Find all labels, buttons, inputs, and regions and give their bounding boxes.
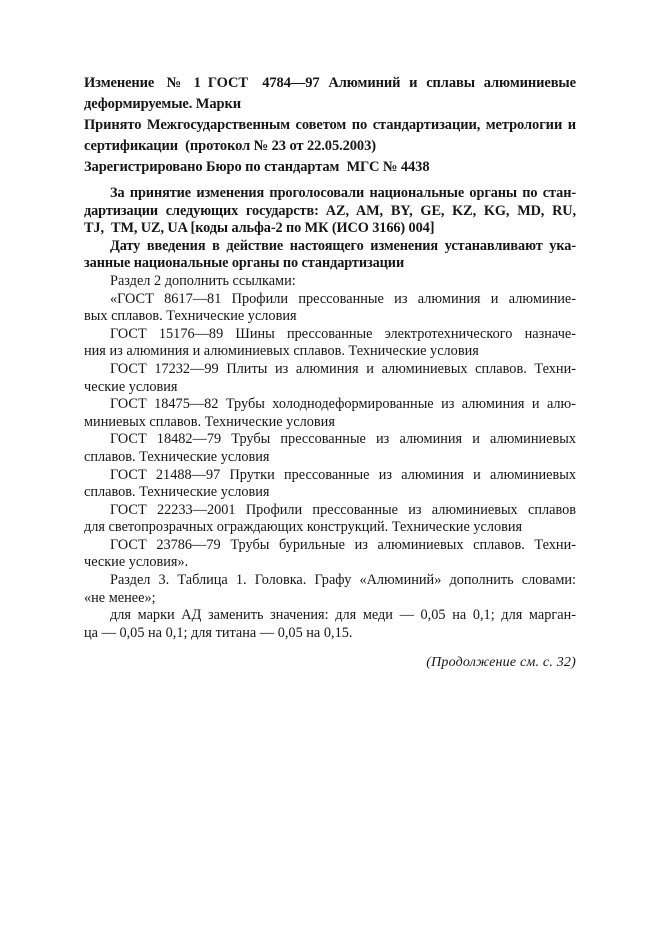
- paragraph: [84, 572, 576, 607]
- text-line: ГОСТ 22233—2001 Профили прессованные из алюминиевых сплавов: [110, 501, 576, 518]
- document-content: [84, 73, 576, 671]
- paragraph: [84, 115, 576, 157]
- text-line: Раздел 2 дополнить ссылками:: [110, 272, 296, 289]
- text-line: ца — 0,05 на 0,1; для титана — 0,05 на 0,15.: [84, 624, 353, 641]
- text-line: ГОСТ 23786—79 Трубы бурильные из алюминиевых сплавов. Техни-: [110, 536, 576, 553]
- paragraph: [84, 185, 576, 238]
- paragraph: [84, 361, 576, 396]
- text-line: ГОСТ 17232—99 Плиты из алюминия и алюминиевых сплавов. Техни-: [110, 360, 576, 377]
- text-line: За принятие изменения проголосовали национальные органы по стан-: [110, 185, 576, 201]
- paragraph: [84, 502, 576, 537]
- paragraph: [84, 431, 576, 466]
- body-block: [84, 185, 576, 642]
- text-line: «не менее»;: [84, 589, 156, 606]
- paragraph: [84, 291, 576, 326]
- text-line: для светопрозрачных ограждающих конструкций. Технические условия: [84, 519, 523, 536]
- text-line: Зарегистрировано Бюро по стандартам МГС № 4438: [84, 159, 430, 175]
- text-line: ния из алюминия и алюминиевых сплавов. Технические условия: [84, 343, 479, 360]
- text-line: сертификации (протокол № 23 от 22.05.2003): [84, 138, 376, 154]
- paragraph: [84, 467, 576, 502]
- text-line: ГОСТ 18475—82 Трубы холоднодеформированные из алюминия и алю-: [110, 396, 576, 413]
- paragraph: [84, 157, 576, 178]
- text-line: сплавов. Технические условия: [84, 448, 270, 465]
- continuation-note: (Продолжение см. с. 32): [426, 655, 576, 671]
- text-line: ческие условия: [84, 378, 178, 395]
- text-line: миниевых сплавов. Технические условия: [84, 413, 335, 430]
- text-line: вых сплавов. Технические условия: [84, 308, 297, 325]
- text-line: для марки АД заменить значения: для меди — 0,05 на 0,1; для марган-: [110, 607, 576, 624]
- text-line: ческие условия».: [84, 554, 189, 571]
- text-line: TJ, TM, UZ, UA [коды альфа-2 по МК (ИСО 3166) 004]: [84, 220, 435, 237]
- text-line: Дату введения в действие настоящего изменения устанавливают ука-: [110, 237, 576, 254]
- paragraph: [84, 238, 576, 273]
- title-block: [84, 73, 576, 178]
- text-line: Изменение № 1 ГОСТ 4784—97 Алюминий и сплавы алюминиевые: [84, 75, 576, 91]
- paragraph: [84, 537, 576, 572]
- text-line: Раздел 3. Таблица 1. Головка. Графу «Алюминий» дополнить словами:: [110, 572, 576, 589]
- text-line: Принято Межгосударственным советом по стандартизации, метрологии и: [84, 117, 576, 133]
- paragraph: [84, 396, 576, 431]
- paragraph: [84, 607, 576, 642]
- text-line: занные национальные органы по стандартизации: [84, 255, 405, 272]
- text-line: «ГОСТ 8617—81 Профили прессованные из алюминия и алюминие-: [110, 290, 576, 307]
- text-line: дартизации следующих государств: AZ, AM, BY, GE, KZ, KG, MD, RU,: [84, 202, 576, 219]
- paragraph: [84, 326, 576, 361]
- text-line: ГОСТ 18482—79 Трубы прессованные из алюминия и алюминиевых: [110, 431, 576, 448]
- text-line: сплавов. Технические условия: [84, 484, 270, 501]
- paragraph: [84, 73, 576, 115]
- text-line: ГОСТ 21488—97 Прутки прессованные из алюминия и алюминиевых: [110, 466, 576, 483]
- text-line: ГОСТ 15176—89 Шины прессованные электротехнического назначе-: [110, 325, 576, 342]
- paragraph: [84, 273, 576, 291]
- text-line: деформируемые. Марки: [84, 96, 242, 112]
